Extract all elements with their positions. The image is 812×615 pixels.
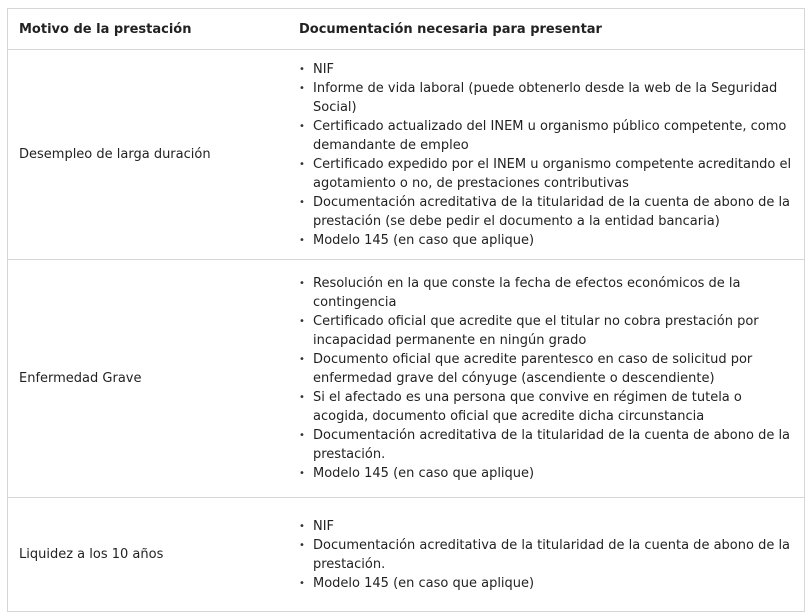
motivo-cell: Enfermedad Grave — [19, 371, 142, 386]
list-item: • Modelo 145 (en caso que aplique) — [299, 464, 794, 483]
list-item: • Documentación acreditativa de la titularidad de la cuenta de abono de la prestación. — [299, 536, 794, 574]
header-motivo: Motivo de la prestación — [19, 21, 192, 37]
motivo-cell: Desempleo de larga duración — [19, 147, 211, 162]
docs-cell — [288, 50, 804, 259]
list-item: • NIF — [299, 60, 794, 79]
list-item: • Certificado oficial que acredite que el titular no cobra prestación por incapacidad permanente en ningún grado — [299, 312, 794, 350]
list-item: • Certificado expedido por el INEM u organismo competente acreditando el agotamiento o no, de prestaciones contributivas — [299, 155, 794, 193]
list-item: • Documento oficial que acredite parentesco en caso de solicitud por enfermedad grave del cónyuge (ascendiente o descendiente) — [299, 350, 794, 388]
list-item: • Certificado actualizado del INEM u organismo público competente, como demandante de empleo — [299, 117, 794, 155]
list-item: • Documentación acreditativa de la titularidad de la cuenta de abono de la prestación (se debe pedir el documento a la entidad bancaria) — [299, 193, 794, 231]
list-item: • Resolución en la que conste la fecha de efectos económicos de la contingencia — [299, 274, 794, 312]
header-documentacion: Documentación necesaria para presentar — [299, 21, 602, 37]
docs-cell — [288, 260, 804, 497]
documentation-table — [7, 8, 805, 612]
list-item: • Si el afectado es una persona que convive en régimen de tutela o acogida, documento oficial que acredite dicha circunstancia — [299, 388, 794, 426]
list-item: • Documentación acreditativa de la titularidad de la cuenta de abono de la prestación. — [299, 426, 794, 464]
list-item: • Informe de vida laboral (puede obtenerlo desde la web de la Seguridad Social) — [299, 79, 794, 117]
table-row — [8, 497, 804, 611]
docs-list — [299, 274, 794, 483]
table-row — [8, 259, 804, 497]
docs-cell — [288, 498, 804, 611]
docs-list — [299, 517, 794, 593]
motivo-cell: Liquidez a los 10 años — [19, 547, 164, 562]
table-row — [8, 49, 804, 259]
table-header-row — [8, 9, 804, 49]
list-item: • NIF — [299, 517, 794, 536]
list-item: • Modelo 145 (en caso que aplique) — [299, 574, 794, 593]
docs-list — [299, 60, 794, 250]
list-item: • Modelo 145 (en caso que aplique) — [299, 231, 794, 250]
